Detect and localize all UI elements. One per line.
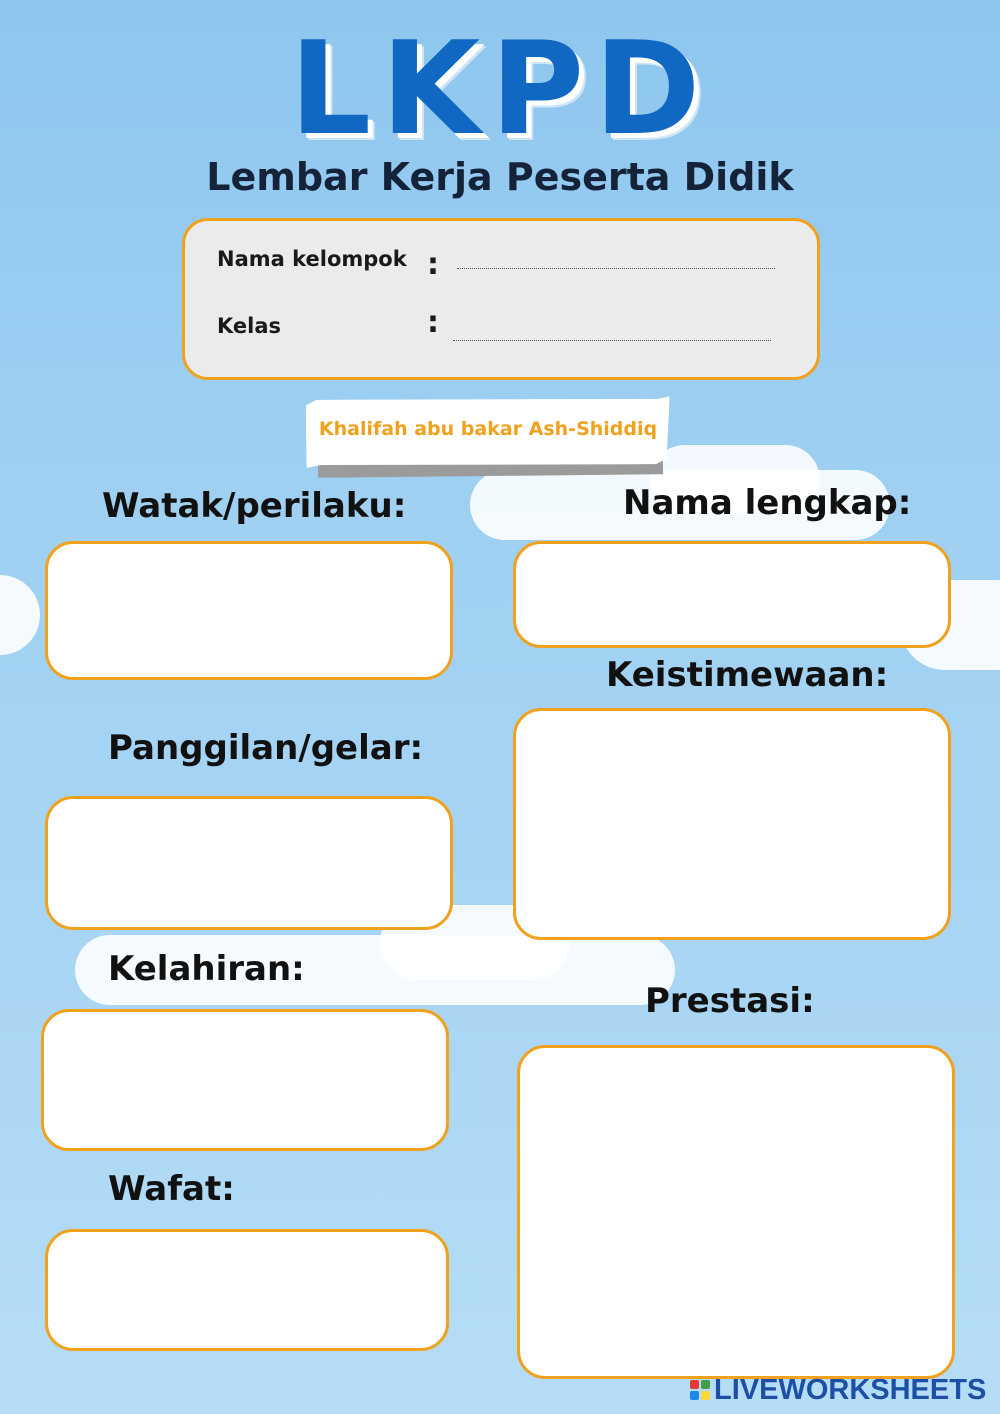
logo-square-blue: [690, 1391, 699, 1400]
prestasi-label: Prestasi:: [645, 981, 815, 1021]
liveworksheets-logo-icon: [690, 1380, 710, 1400]
panggilan-label: Panggilan/gelar:: [108, 728, 424, 768]
panggilan-answer-box: [45, 796, 453, 930]
kelahiran-label: Kelahiran:: [108, 949, 305, 989]
wafat-label: Wafat:: [108, 1169, 235, 1209]
brand-name: LIVEWORKSHEETS: [714, 1373, 987, 1406]
kelahiran-input[interactable]: [44, 1012, 446, 1148]
logo-square-green: [701, 1380, 710, 1389]
identity-card: [182, 218, 820, 380]
liveworksheets-brand: [690, 1372, 986, 1408]
nama-lengkap-label: Nama lengkap:: [623, 483, 912, 523]
logo-square-yellow: [701, 1391, 710, 1400]
page-title: LKPD: [289, 15, 711, 164]
class-colon: :: [427, 305, 439, 340]
watak-input[interactable]: [48, 544, 450, 677]
group-name-input[interactable]: [459, 243, 777, 269]
watak-answer-box: [45, 541, 453, 680]
prestasi-input[interactable]: [520, 1048, 952, 1376]
topic-title: Khalifah abu bakar Ash-Shiddiq: [318, 418, 658, 440]
cloud-decoration: [0, 575, 40, 655]
nama-lengkap-answer-box: [513, 541, 951, 648]
nama-lengkap-input[interactable]: [516, 544, 948, 645]
keistimewaan-input[interactable]: [516, 711, 948, 937]
watak-label: Watak/perilaku:: [102, 486, 407, 526]
class-label: Kelas: [217, 314, 282, 338]
kelahiran-answer-box: [41, 1009, 449, 1151]
class-input[interactable]: [455, 315, 773, 341]
page-subtitle: Lembar Kerja Peserta Didik: [206, 155, 794, 199]
keistimewaan-label: Keistimewaan:: [606, 655, 889, 695]
prestasi-answer-box: [517, 1045, 955, 1379]
keistimewaan-answer-box: [513, 708, 951, 940]
group-name-label: Nama kelompok: [217, 247, 407, 271]
wafat-input[interactable]: [48, 1232, 446, 1348]
panggilan-input[interactable]: [48, 799, 450, 927]
group-name-colon: :: [427, 247, 439, 282]
wafat-answer-box: [45, 1229, 449, 1351]
logo-square-red: [690, 1380, 699, 1389]
